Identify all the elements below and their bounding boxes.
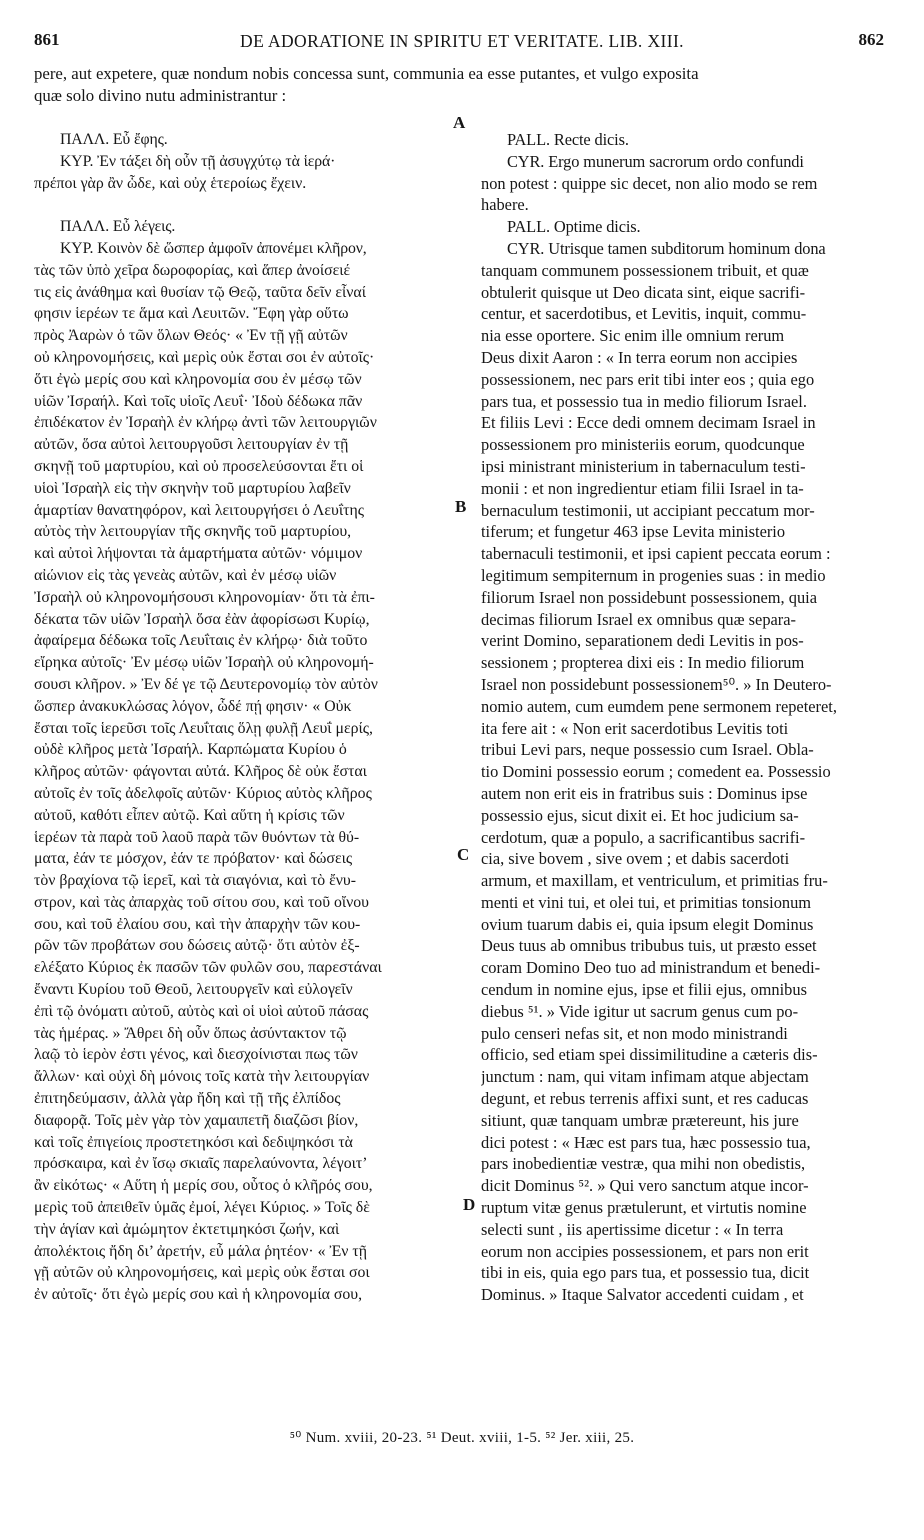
text-line: possessio ejus, sicut dixit ei. Et hoc judicium sa- [481, 805, 799, 825]
text-line: αὐτοῦ, καθότι εἶπεν αὐτῷ. Καὶ αὕτη ἡ κρίσις τῶν [34, 806, 345, 824]
text-line: tabernaculi testimonii, et ipsi capient peccata eorum : [481, 544, 831, 564]
text-line: Deus tuus ab omnibus tribubus tuis, ut præsto esset [481, 936, 817, 956]
text-line: οὐδὲ κλῆρος μετὰ Ἰσραήλ. Καρπώματα Κυρίου ὁ [34, 741, 347, 759]
text-line: ἄλλων· καὶ οὐχὶ δὴ μόνοις τοῖς κατὰ τὴν λειτουργίαν [34, 1068, 370, 1086]
text-line: ἱερέων τὰ παρὰ τοῦ λαοῦ παρὰ τῶν θυόντων τὰ θύ- [34, 828, 360, 846]
text-line: verint Domino, separationem dedi Levitis in pos- [481, 631, 804, 651]
text-line: diebus ⁵¹. » Vide igitur ut sacrum genus cum po- [481, 1001, 799, 1021]
text-line: ἁμαρτίαν θανατηφόρον, καὶ λειτουργήσει ὁ Λευΐτης [34, 501, 364, 519]
text-line: PALL. Optime dicis. [507, 217, 641, 237]
text-line: bernaculum testimonii, ut accipiant peccatum mor- [481, 500, 815, 520]
text-line: ΠΑΛΛ. Εὖ λέγεις. [60, 218, 176, 236]
text-line: monii : et non ingredientur etiam filii Israel in ta- [481, 478, 804, 498]
text-line: cendum in nomine ejus, ipse et filii ejus, omnibus [481, 980, 807, 1000]
text-line: possessionem pro ministeriis eorum, quodcunque [481, 435, 805, 455]
text-line: δέκατα τῶν υἱῶν Ἰσραὴλ ὅσα ἐὰν ἀφορίσωσι Κυρίῳ, [34, 610, 370, 628]
margin-mark-b: B [455, 497, 467, 516]
running-header [0, 18, 924, 52]
text-line: τις εἰς ἀνάθημα καὶ θυσίαν τῷ Θεῷ, ταῦτα δεῖν εἶναί [34, 283, 366, 301]
text-line: φησιν ἱερέων τε ἅμα καὶ Λευιτῶν. Ἔφη γὰρ οὕτω [34, 305, 349, 323]
text-line: PALL. Recte dicis. [507, 130, 629, 149]
text-line: tribui Levi pars, neque possessio cum Israel. Obla- [481, 740, 814, 760]
text-line: γῇ αὐτῶν οὐ κληρονομήσεις, καὶ μερὶς οὐκ ἔσται σοι [34, 1264, 370, 1282]
text-line [34, 194, 462, 216]
text-line: cerdotum, quæ a populo, a sacrificantibus sacrifi- [481, 827, 806, 847]
text-line: nomio autem, cum eumdem pene sermonem repeteret, [481, 696, 837, 716]
text-line: tiferum; et fungetur 463 ipse Levita ministerio [481, 522, 786, 542]
text-line: αὐτὸς τὴν λειτουργίαν τῆς σκηνῆς τοῦ μαρτυρίου, [34, 523, 352, 541]
text-line: ἐπιτηδεύμασιν, ἀλλὰ γὰρ ἤδη καὶ τῇ τῆς ἐλπίδος [34, 1090, 341, 1108]
text-line: πρόσκαιρα, καὶ ἐν ἴσῳ σκιαῖς παρελαύνοντα, λέγοιτ’ [34, 1155, 368, 1173]
running-title: DE ADORATIONE IN SPIRITU ET VERITATE. LIB. XIII. [240, 31, 684, 51]
page-number-left: 861 [34, 30, 60, 49]
text-line: ελέξατο Κύριος ἐκ πασῶν τῶν φυλῶν σου, παρεστάναι [34, 959, 382, 977]
text-line: ipsi ministrant ministerium in tabernaculum testi- [481, 456, 806, 476]
text-line: non potest : quippe sic decet, non alio modo se rem [481, 173, 818, 193]
text-line: junctum : nam, qui vitam infimam atque abjectam [481, 1067, 809, 1087]
text-line: αὐτῶν, ὅσα αὐτοὶ λειτουργοῦσι λειτουργίαν ἐν τῇ [34, 436, 349, 454]
text-line: Dominus. » Itaque Salvator accedenti cuidam , et [481, 1285, 804, 1305]
text-line: λαῷ τὸ ἱερὸν ἐστι γένος, καὶ διεσχοίνισται πως τῶν [34, 1046, 358, 1064]
text-line: officio, sed etiam spei dissimilitudine a cæteris dis- [481, 1045, 818, 1065]
margin-mark-a: A [453, 113, 466, 132]
text-line: possessionem, nec pars erit tibi inter eos ; quia ego [481, 369, 815, 389]
text-line: ματα, ἐάν τε μόσχον, ἐάν τε πρόβατον· καὶ δώσεις [34, 850, 353, 868]
text-line: pulo censeri nefas sit, et non modo ministrandi [481, 1023, 788, 1043]
text-line: legitimum sempiternum in progenies suas : in medio [481, 565, 826, 585]
text-line: ΚΥΡ. Κοινὸν δὲ ὥσπερ ἀμφοῖν ἀπονέμει κλῆρον, [60, 239, 367, 257]
greek-column [34, 129, 462, 1306]
text-line: filiorum Israel non possidebunt possessionem, quia [481, 587, 817, 607]
intro-line: quæ solo divino nutu administrantur : [34, 86, 287, 105]
text-line: decimas filiorum Israel ex omnibus quæ separa- [481, 609, 796, 629]
text-line: καὶ αὐτοὶ λήψονται τὰ ἁμαρτήματα αὐτῶν· νόμιμον [34, 545, 363, 563]
text-line: degunt, et rebus terrenis affixi sunt, et res caducas [481, 1089, 809, 1109]
text-line: sitiunt, quæ tanquam umbræ prætereunt, his jure [481, 1110, 799, 1130]
text-line: τὴν ἁγίαν καὶ ἀμώμητον ἐκτετιμηκόσι ζωήν, καὶ [34, 1220, 340, 1238]
text-line: ρῶν τῶν προβάτων σου δώσεις αὐτῷ· ὅτι αὐτὸν ἐξ- [34, 937, 360, 955]
text-line: υἱοὶ Ἰσραὴλ εἰς τὴν σκηνὴν τοῦ μαρτυρίου λαβεῖν [34, 479, 351, 497]
text-line: ovium tuarum dabis ei, quia ipsum elegit Dominus [481, 914, 814, 934]
text-line: ἐπὶ τῷ ὀνόματι αὐτοῦ, αὐτὸς καὶ οἱ υἱοὶ αὐτοῦ πάσας [34, 1002, 369, 1020]
text-line: σκηνῇ τοῦ μαρτυρίου, καὶ οὐ προσελεύσονται ἔτι οἱ [34, 457, 364, 475]
text-line: cia, sive bovem , sive ovem ; et dabis sacerdoti [481, 849, 790, 869]
text-line: tio Domini possessio eorum ; comedent ea. Possessio [481, 762, 831, 782]
text-line: coram Domino Deo tuo ad ministrandum et benedi- [481, 958, 821, 978]
intro-line: pere, aut expetere, quæ nondum nobis concessa sunt, communia ea esse putantes, et vulgo exposita [34, 64, 699, 83]
text-line: ἀπολέκτοις ἤδη δι’ ἀρετήν, εὖ μάλα ῥητέον· « Ἐν τῇ [34, 1242, 367, 1260]
text-line: ΚΥΡ. Ἐν τάξει δὴ οὖν τῇ ἀσυγχύτῳ τὰ ἱερά· [60, 152, 336, 170]
text-line: Israel non possidebunt possessionem⁵⁰. » In Deutero- [481, 674, 832, 694]
text-line: pars tua, et possessio tua in medio filiorum Israel. [481, 391, 807, 411]
text-line: eorum non accipies possessionem, et pars non erit [481, 1241, 809, 1261]
text-line: ὥσπερ ἀνακυκλώσας λόγον, ὧδέ πῄ φησιν· « Οὐκ [34, 697, 352, 715]
page-number-right: 862 [858, 30, 884, 49]
text-line: CYR. Utrisque tamen subditorum hominum dona [507, 238, 826, 258]
text-line: ἔναντι Κυρίου τοῦ Θεοῦ, λειτουργεῖν καὶ εὐλογεῖν [34, 981, 353, 999]
text-line: καὶ τοῖς ἐπιγείοις προστετηκόσι καὶ δεδιψηκόσι τὰ [34, 1133, 353, 1151]
text-line: autem non erit eis in fratribus suis : Dominus ipse [481, 783, 808, 803]
intro-paragraph [34, 63, 886, 107]
text-line: centur, et sacerdotibus, et Levitis, inquit, commu- [481, 304, 807, 324]
margin-mark-c: C [457, 845, 470, 864]
text-line: διαφορᾷ. Τοῖς μὲν γὰρ τὸν χαμαιπετῆ διαζῶσι βίον, [34, 1111, 359, 1129]
text-line: τὰς τῶν ὑπὸ χεῖρα δωροφορίας, καὶ ἅπερ ἀνοίσειέ [34, 261, 351, 279]
text-line: μερὶς τοῦ ἀπειθεῖν ὑμᾶς ἐμοί, λέγει Κύριος. » Τοῖς δὲ [34, 1199, 370, 1217]
text-line: ἐν αὐτοῖς· ὅτι ἐγὼ μερίς σου καὶ ἡ κληρονομία σου, [34, 1286, 363, 1304]
latin-column [481, 129, 887, 1306]
text-line: Et filiis Levi : Ecce dedi omnem decimam Israel in [481, 413, 816, 433]
text-line: ὅτι ἐγὼ μερίς σου καὶ κληρονομία σου ἐν μέσῳ τῶν [34, 370, 362, 388]
text-line: στρον, καὶ τὰς ἀπαρχὰς τοῦ σίτου σου, καὶ τοῦ οἴνου [34, 893, 369, 911]
text-line: ἂν εἰκότως· « Αὕτη ἡ μερίς σου, οὗτος ὁ κλῆρός σου, [34, 1177, 373, 1195]
text-line: dicit Dominus ⁵². » Qui vero sanctum atque incor- [481, 1176, 809, 1196]
text-line: menti et vini tui, et olei tui, et primitias tonsionum [481, 892, 812, 912]
text-line: tanquam communem possessionem tribuit, et quæ [481, 260, 809, 280]
text-line: Ἰσραὴλ οὐ κληρονομήσουσι κληρονομίαν· ὅτι τὰ ἐπι- [34, 588, 375, 606]
text-line: πρέποι γὰρ ἂν ὧδε, καὶ οὐχ ἑτεροίως ἔχειν. [34, 174, 307, 192]
text-line: dici potest : « Hæc est pars tua, hæc possessio tua, [481, 1132, 811, 1152]
text-line: υἱῶν Ἰσραήλ. Καὶ τοῖς υἱοῖς Λευΐ· Ἰδοὺ δέδωκα πᾶν [34, 392, 363, 410]
text-line: ΠΑΛΛ. Εὖ ἔφης. [60, 131, 168, 148]
text-line: tibi in eis, quia ego pars tua, et possessio tua, dicit [481, 1263, 810, 1283]
text-line: σου, καὶ τοῦ ἐλαίου σου, καὶ τὴν ἀπαρχὴν τῶν κου- [34, 915, 361, 933]
text-line: τὰς ἡμέρας. » Ἄθρει δὴ οὖν ὅπως ἀσύντακτον τῷ [34, 1024, 347, 1042]
text-line: nia esse oportere. Sic enim ille omnium rerum [481, 326, 785, 346]
text-line: pars inobedientiæ vestræ, qua mihi non obedistis, [481, 1154, 806, 1174]
text-line: selecti sunt , iis apertissime dicetur : « In terra [481, 1219, 784, 1239]
text-line: πρὸς Ἀαρὼν ὁ τῶν ὅλων Θεός· « Ἐν τῇ γῇ αὐτῶν [34, 327, 348, 345]
margin-mark-d: D [463, 1195, 476, 1214]
text-line: ἔσται τοῖς ἱερεῦσι τοῖς Λευΐταις ὅλῃ φυλῇ Λευΐ μερίς, [34, 719, 373, 737]
text-line: armum, et maxillam, et ventriculum, et primitias fru- [481, 871, 828, 891]
text-line: CYR. Ergo munerum sacrorum ordo confundi [507, 151, 804, 171]
text-line: αἰώνιον εἰς τὰς γενεὰς αὐτῶν, καὶ ἐν μέσῳ υἱῶν [34, 566, 337, 584]
text-line: κλῆρος αὐτῶν· φάγονται αὐτά. Κλῆρος δὲ οὐκ ἔσται [34, 763, 367, 781]
text-line: αὐτοῖς ἐν τοῖς ἀδελφοῖς αὐτῶν· Κύριος αὐτὸς κλῆρος [34, 784, 372, 802]
text-line: sessionem ; propterea dixi eis : In medio filiorum [481, 653, 805, 673]
text-line: σουσι κλῆρον. » Ἐν δέ γε τῷ Δευτερονομίῳ τὸν αὐτὸν [34, 675, 378, 693]
text-line: habere. [481, 195, 529, 215]
text-line: Deus dixit Aaron : « In terra eorum non accipies [481, 347, 798, 367]
footnotes: ⁵⁰ Num. xviii, 20-23. ⁵¹ Deut. xviii, 1-5. ⁵² Jer. xiii, 25. [289, 1430, 635, 1446]
text-line: τὸν βραχίονα τῷ ἱερεῖ, καὶ τὰ σιαγόνια, καὶ τὸ ἔνυ- [34, 872, 357, 890]
text-line: ἐπιδέκατον ἐν Ἰσραὴλ ἐν κλήρῳ ἀντὶ τῶν λειτουργιῶν [34, 414, 377, 432]
text-line: οὐ κληρονομήσεις, καὶ μερὶς οὐκ ἔσται σοι ἐν αὐτοῖς· [34, 348, 375, 366]
text-line: ita fere ait : « Non erit sacerdotibus Levitis toti [481, 718, 789, 738]
text-line: obtulerit quisque ut Deo dicata sint, eique sacrifi- [481, 282, 806, 302]
text-line: ruptum vitæ genus prætulerunt, et virtutis nomine [481, 1198, 807, 1218]
text-line: ἀφαίρεμα δέδωκα τοῖς Λευΐταις ἐν κλήρῳ· διὰ τοῦτο [34, 632, 368, 650]
text-line: εἴρηκα αὐτοῖς· Ἐν μέσῳ υἱῶν Ἰσραὴλ οὐ κληρονομή- [34, 654, 374, 672]
